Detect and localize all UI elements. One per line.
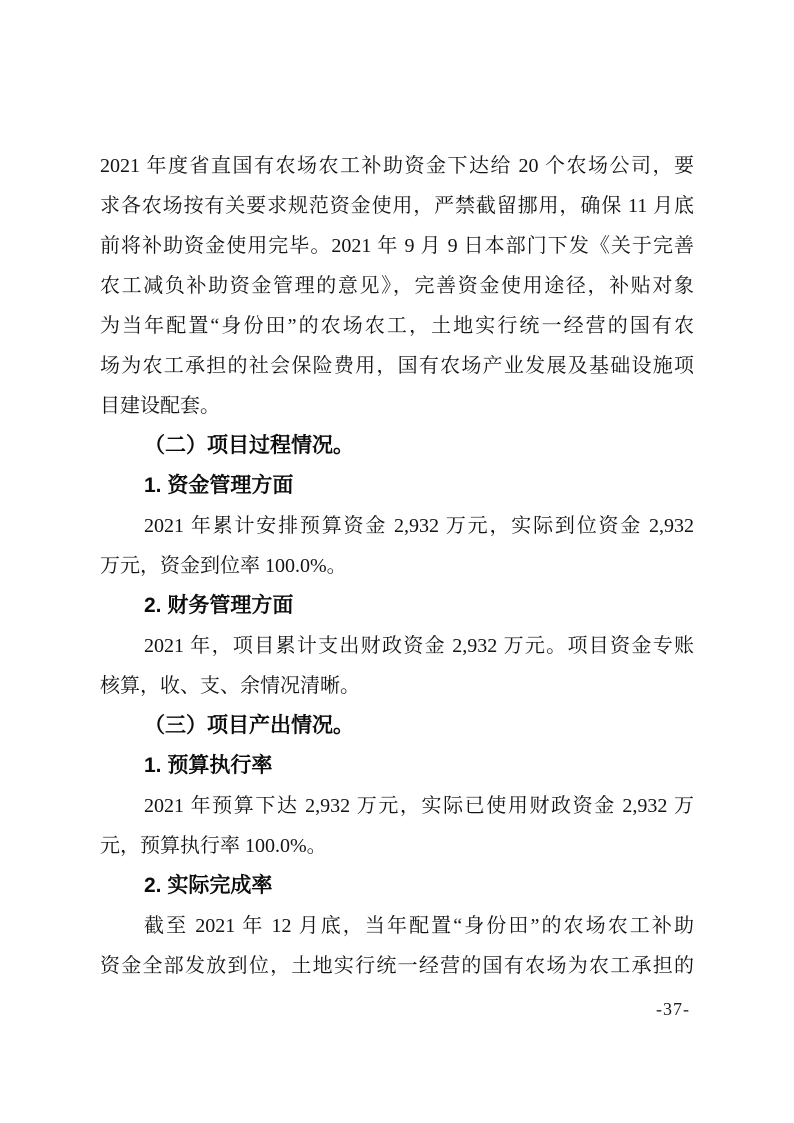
paragraph-line: 求各农场按有关要求规范资金使用，严禁截留挪用，确保 11 月底 xyxy=(100,195,694,217)
heading-project-output: （三）项目产出情况。 xyxy=(144,714,354,737)
paragraph-line: 2021 年，项目累计支出财政资金 2,932 万元。项目资金专账 xyxy=(144,635,694,657)
paragraph-line: 2021 年度省直国有农场农工补助资金下达给 20 个农场公司，要 xyxy=(100,155,694,177)
paragraph-line: 元，预算执行率 100.0%。 xyxy=(100,835,327,857)
paragraph-line: 2021 年预算下达 2,932 万元，实际已使用财政资金 2,932 万 xyxy=(144,795,694,817)
paragraph-line: 截至 2021 年 12 月底，当年配置“身份田”的农场农工补助 xyxy=(144,915,694,937)
document-body xyxy=(100,146,694,986)
heading-fund-management: 1. 资金管理方面 xyxy=(144,474,294,497)
paragraph-line: 2021 年累计安排预算资金 2,932 万元，实际到位资金 2,932 xyxy=(144,515,694,537)
heading-financial-management: 2. 财务管理方面 xyxy=(144,594,294,617)
paragraph-line: 为当年配置“身份田”的农场农工，土地实行统一经营的国有农 xyxy=(100,315,694,337)
paragraph-line: 资金全部发放到位，土地实行统一经营的国有农场为农工承担的 xyxy=(100,955,694,977)
paragraph-line: 核算，收、支、余情况清晰。 xyxy=(100,675,360,697)
heading-budget-execution-rate: 1. 预算执行率 xyxy=(144,754,273,777)
paragraph-line: 前将补助资金使用完毕。2021 年 9 月 9 日本部门下发《关于完善 xyxy=(100,235,694,257)
heading-actual-completion-rate: 2. 实际完成率 xyxy=(144,874,273,897)
paragraph-line: 万元，资金到位率 100.0%。 xyxy=(100,555,347,577)
page-number: -37- xyxy=(656,999,690,1019)
paragraph-line: 目建设配套。 xyxy=(100,395,220,417)
heading-project-process: （二）项目过程情况。 xyxy=(144,434,354,457)
paragraph-line: 场为农工承担的社会保险费用，国有农场产业发展及基础设施项 xyxy=(100,355,694,377)
paragraph-line: 农工减负补助资金管理的意见》，完善资金使用途径，补贴对象 xyxy=(100,275,694,297)
